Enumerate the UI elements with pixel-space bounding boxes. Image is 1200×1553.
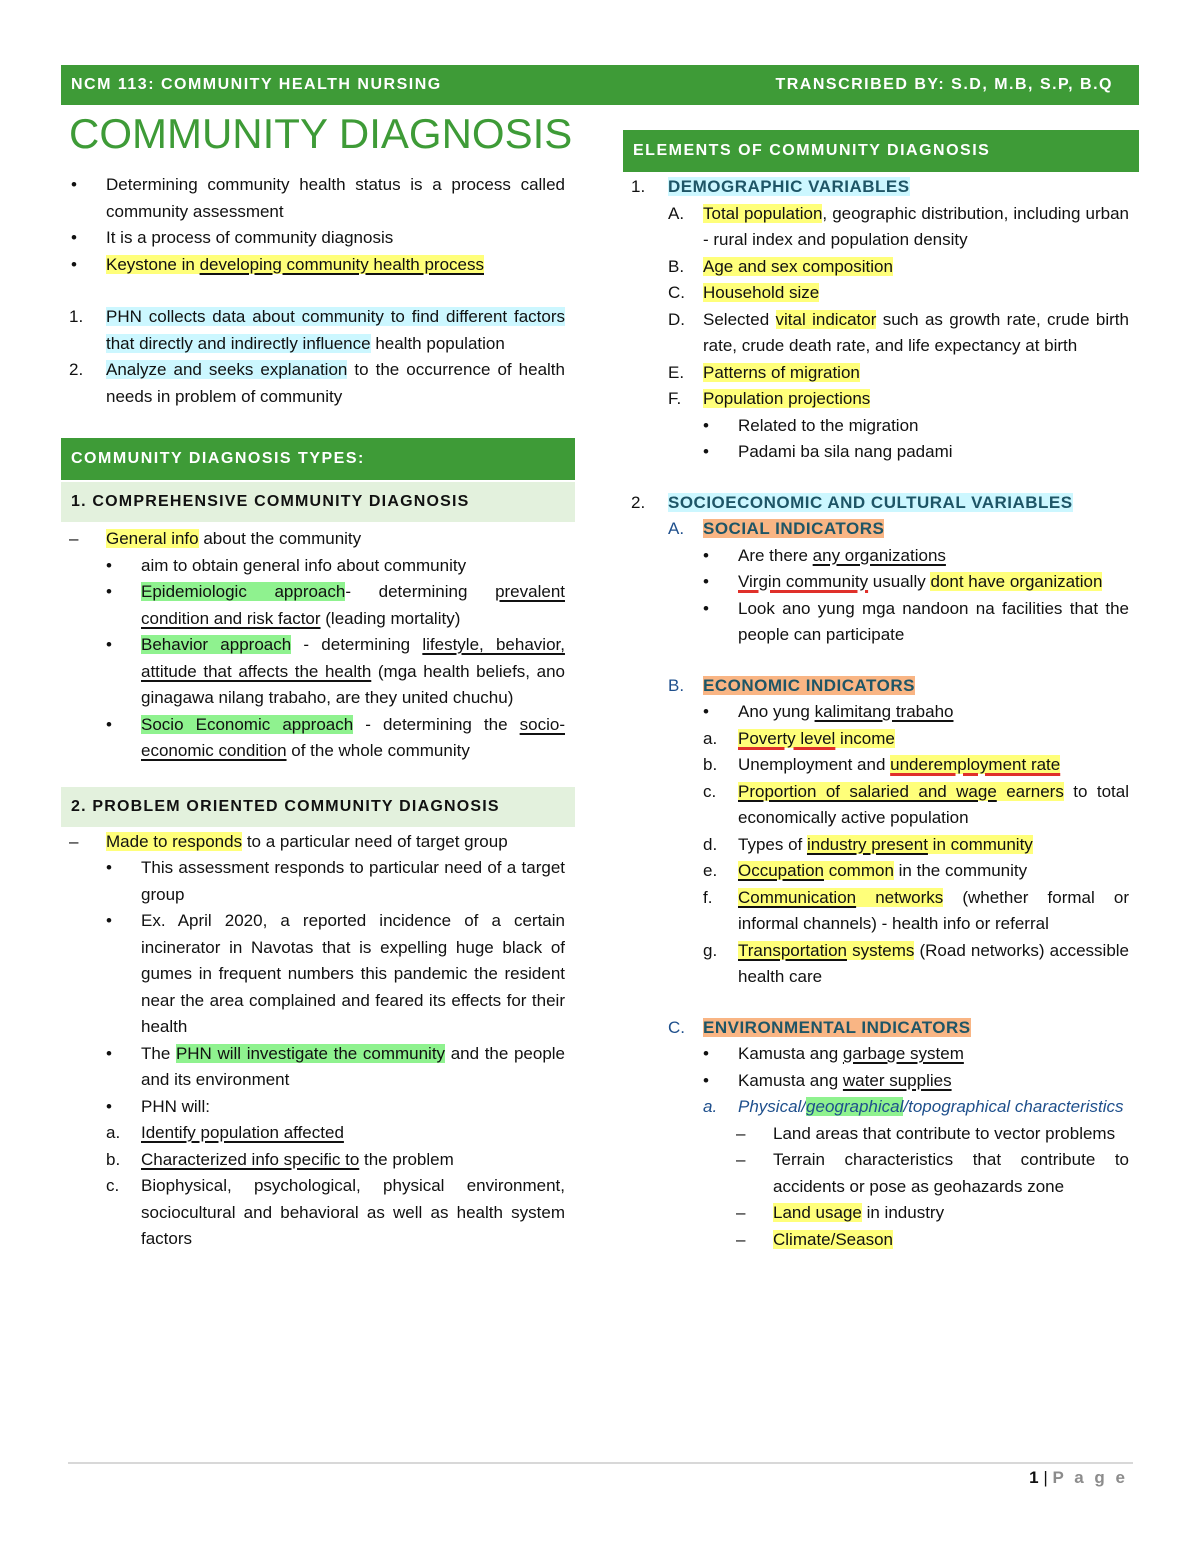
footer-divider: [68, 1462, 1133, 1464]
numbered-list: [61, 304, 575, 410]
list-item: • PHN will: a. Identify population affected b. Characterized info specific to the problem c. Biophysical, psychological, physical environment, sociocultural and behavioral as well as health system factors: [96, 1094, 565, 1253]
list-item: E. Patterns of migration: [668, 362, 860, 382]
list-item: – Land areas that contribute to vector problems: [728, 1121, 1129, 1148]
problem-oriented-heading: 2. PROBLEM ORIENTED COMMUNITY DIAGNOSIS: [61, 787, 575, 827]
list-item: – Terrain characteristics that contribute to accidents or pose as geohazards zone: [728, 1147, 1129, 1200]
right-column: [623, 130, 1139, 1253]
list-item: – General info about the community • aim to obtain general info about community • Epidemiologic approach- determining prevalent condition and risk factor (leading mortality) • Behavior approach - determining lifestyle, behavior, attitude that affects the health (mga health beliefs, ano ginagawa nilang trabaho, are they united chuchu) • Socio Economic approach - determining the socio-economic condition of the whole community: [61, 526, 565, 765]
list-item: • This assessment responds to particular need of a target group: [96, 855, 565, 908]
list-item: F. Population projections • Related to the migration • Padami ba sila nang padami: [658, 386, 1129, 466]
list-item: e. Occupation common in the community: [703, 861, 1028, 880]
list-item: • Padami ba sila nang padami: [693, 439, 1129, 466]
list-item: • Kamusta ang garbage system: [693, 1041, 1129, 1068]
list-item: A. SOCIAL INDICATORS • Are there any organizations • Virgin community usually dont have organization • Look ano yung mga nandoon na facilities that the people can participate: [658, 516, 1129, 649]
list-item: b. Characterized info specific to the problem: [106, 1149, 454, 1169]
list-item: c. Proportion of salaried and wage earners to total economically active population: [703, 781, 1129, 827]
course-title: NCM 113: COMMUNITY HEALTH NURSING: [71, 76, 442, 93]
list-item: • Determining community health status is a process called community assessment: [61, 172, 565, 225]
document-header: [61, 65, 1139, 105]
list-item: b. Unemployment and underemployment rate: [703, 755, 1061, 774]
comprehensive-list: [61, 526, 575, 765]
page-number: 1 | P a g e: [1029, 1468, 1128, 1487]
list-item: • Are there any organizations: [693, 543, 1129, 570]
list-item: • Ano yung kalimitang trabaho: [693, 699, 1129, 726]
list-item: 2. Analyze and seeks explanation to the occurrence of health needs in problem of community: [69, 360, 565, 406]
list-item: C. ENVIRONMENTAL INDICATORS • Kamusta ang garbage system • Kamusta ang water supplies a. Physical/geographical/topographical characteristics – Land areas that contribute to vector problems – Terrain characteristics that contribute to accidents or pose as geohazards zone – Land usage in industry – Climate/Season: [658, 1015, 1129, 1254]
list-item: • It is a process of community diagnosis: [61, 225, 565, 252]
list-item: c. Biophysical, psychological, physical environment, sociocultural and behavioral as well as health system factors: [106, 1176, 565, 1248]
comprehensive-heading: 1. COMPREHENSIVE COMMUNITY DIAGNOSIS: [61, 482, 575, 522]
list-item: • Socio Economic approach - determining the socio-economic condition of the whole community: [96, 712, 565, 765]
list-item: f. Communication networks (whether formal or informal channels) - health info or referral: [703, 887, 1129, 933]
list-item: A. Total population, geographic distribution, including urban - rural index and population density: [668, 203, 1129, 249]
list-item: – Land usage in industry: [728, 1200, 1129, 1227]
list-item: C. Household size: [668, 283, 820, 302]
elements-heading: ELEMENTS OF COMMUNITY DIAGNOSIS: [623, 130, 1139, 172]
list-item: 1. PHN collects data about community to find different factors that directly and indirectly influence health population: [69, 307, 565, 353]
list-item: B. ECONOMIC INDICATORS • Ano yung kalimitang trabaho a. Poverty level income b. Unemployment and underemployment rate c. Proportion of salaried and wage earners to total economically active population d. Types of industry present in community e. Occupation common in the community f. Communication networks (whether formal or informal channels) - health info or referral g. Transportation systems (Road networks) accessible health care: [658, 673, 1129, 991]
intro-list: [61, 172, 575, 278]
problem-list: [61, 829, 575, 1253]
list-item: • Virgin community usually dont have organization: [693, 569, 1129, 596]
list-item: • Keystone in developing community health process: [61, 252, 565, 279]
list-item: 2. SOCIOECONOMIC AND CULTURAL VARIABLES A. SOCIAL INDICATORS • Are there any organizations • Virgin community usually dont have organization • Look ano yung mga nandoon na facilities that the people can participate B. ECONOMIC INDICATORS • Ano yung kalimitang trabaho a. Poverty level income b. Unemployment and underemployment rate c. Proportion of salaried and wage earners to total economically active population d. Types of industry present in community e. Occupation common in the community f. Communication networks (whether formal or informal channels) - health info or referral g. Transportation systems (Road networks) accessible health care C. ENVIRONMENTAL INDICATORS • Kamusta ang garbage system • Kamusta ang water supplies a. Physical/geographical/topographical characteristics – Land areas that contribute to vector problems – Terrain characteristics that contribute to accidents or pose as geohazards zone – Land usage in industry – Climate/Season: [623, 490, 1129, 1254]
list-item: • Kamusta ang water supplies: [693, 1068, 1129, 1095]
list-item: • Related to the migration: [693, 413, 1129, 440]
types-heading: COMMUNITY DIAGNOSIS TYPES:: [61, 438, 575, 480]
transcribed-by: TRANSCRIBED BY: S.D, M.B, S.P, B.Q: [775, 76, 1113, 93]
left-column: [61, 110, 575, 1253]
list-item: a. Poverty level income: [703, 728, 895, 748]
elements-list: [623, 174, 1139, 1253]
page-title: COMMUNITY DIAGNOSIS: [69, 110, 573, 157]
list-item: d. Types of industry present in community: [703, 834, 1033, 854]
list-item: a. Identify population affected: [106, 1123, 344, 1142]
list-item: D. Selected vital indicator such as growth rate, crude birth rate, crude death rate, and life expectancy at birth: [668, 309, 1129, 355]
list-item: 1. DEMOGRAPHIC VARIABLES A. Total population, geographic distribution, including urban - rural index and population density B. Age and sex composition C. Household size D. Selected vital indicator such as growth rate, crude birth rate, crude death rate, and life expectancy at birth E. Patterns of migration F. Population projections • Related to the migration • Padami ba sila nang padami: [623, 174, 1129, 466]
list-item: • aim to obtain general info about community: [96, 553, 565, 580]
list-item: a. Physical/geographical/topographical characteristics – Land areas that contribute to vector problems – Terrain characteristics that contribute to accidents or pose as geohazards zone – Land usage in industry – Climate/Season: [693, 1094, 1129, 1253]
list-item: B. Age and sex composition: [668, 256, 893, 276]
list-item: • Epidemiologic approach- determining prevalent condition and risk factor (leading mortality): [96, 579, 565, 632]
list-item: • Ex. April 2020, a reported incidence of a certain incinerator in Navotas that is expelling huge black of gumes in frequent numbers this pandemic the resident near the area complained and feared its effects for their health: [96, 908, 565, 1041]
list-item: • The PHN will investigate the community and the people and its environment: [96, 1041, 565, 1094]
list-item: – Climate/Season: [728, 1227, 1129, 1254]
list-item: • Behavior approach - determining lifestyle, behavior, attitude that affects the health (mga health beliefs, ano ginagawa nilang trabaho, are they united chuchu): [96, 632, 565, 712]
list-item: • Look ano yung mga nandoon na facilities that the people can participate: [693, 596, 1129, 649]
list-item: g. Transportation systems (Road networks) accessible health care: [703, 940, 1130, 986]
list-item: – Made to responds to a particular need of target group • This assessment responds to particular need of a target group • Ex. April 2020, a reported incidence of a certain incinerator in Navotas that is expelling huge black of gumes in frequent numbers this pandemic the resident near the area complained and feared its effects for their health • The PHN will investigate the community and the people and its environment • PHN will: a. Identify population affected b. Characterized info specific to the problem c. Biophysical, psychological, physical environment, sociocultural and behavioral as well as health system factors: [61, 829, 565, 1253]
